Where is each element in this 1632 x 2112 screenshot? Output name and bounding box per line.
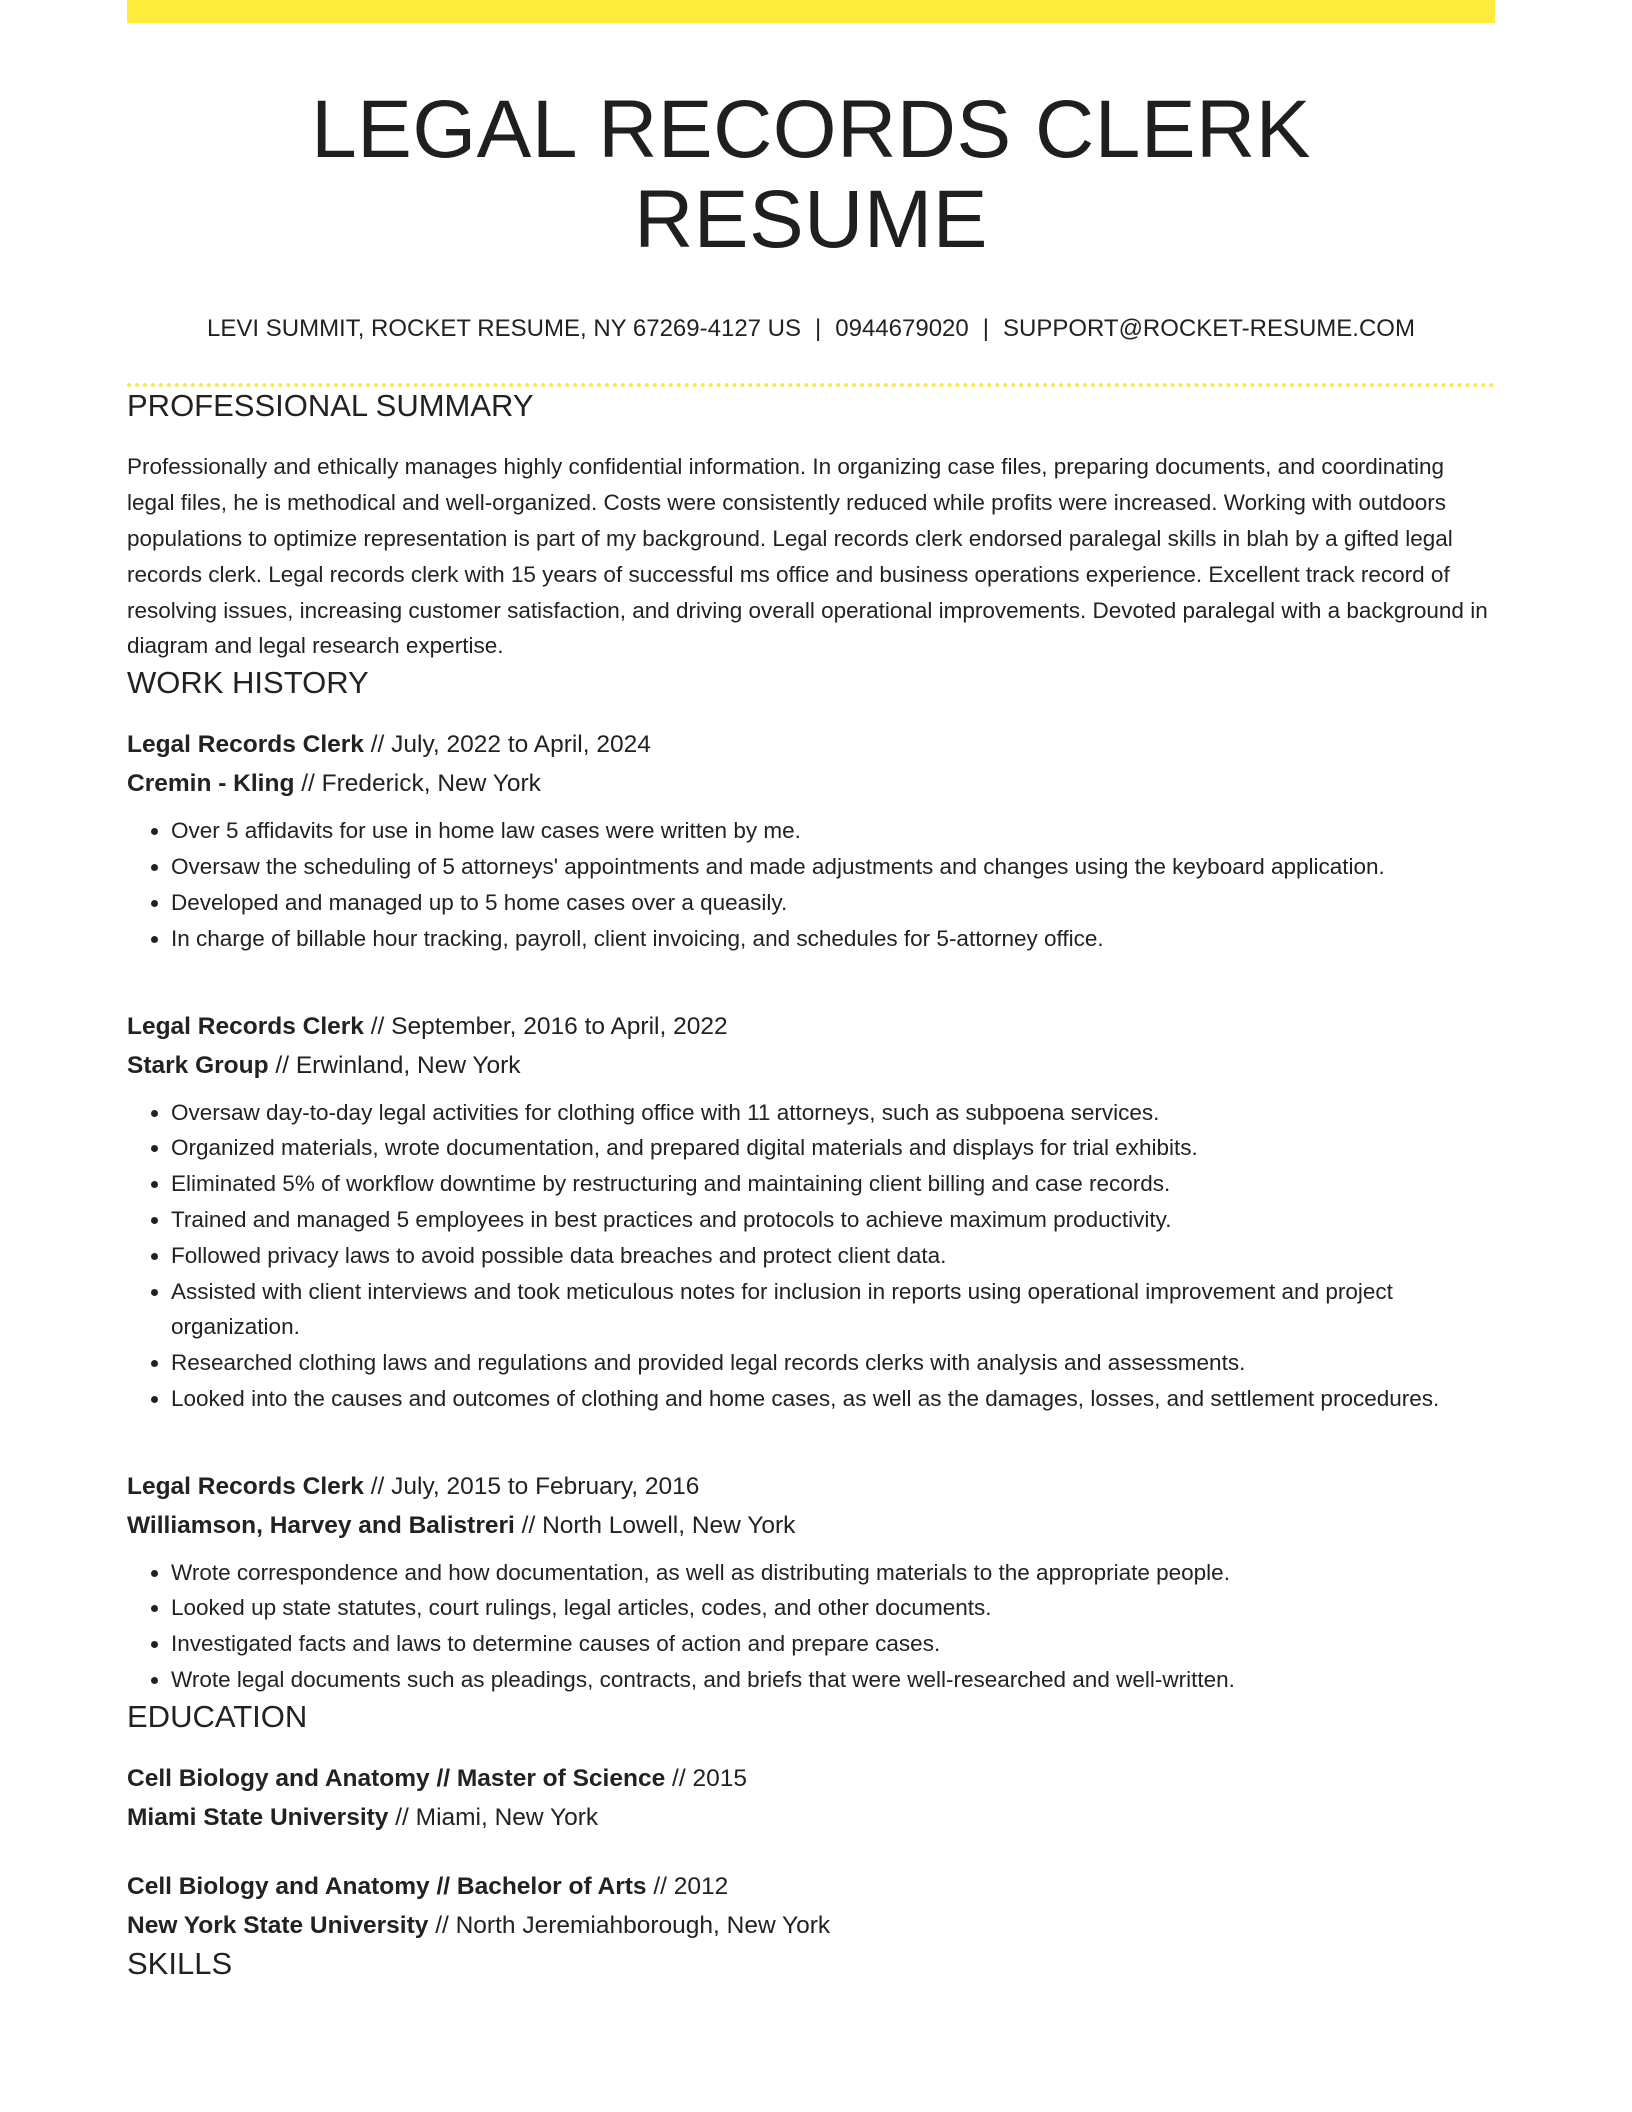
education-heading: EDUCATION [127, 1698, 308, 1734]
education-degree: Cell Biology and Anatomy // Master of Science [127, 1765, 666, 1793]
job-bullets [127, 1095, 1495, 1417]
contact-email: SUPPORT@ROCKET-RESUME.COM [1002, 315, 1415, 343]
education-degree-line [127, 1759, 1495, 1798]
top-accent-bar [127, 0, 1495, 23]
education-year: // 2015 [665, 1765, 747, 1793]
education-school-line [127, 1798, 1495, 1837]
job-title: Legal Records Clerk [127, 731, 364, 759]
job-dates: // July, 2015 to February, 2016 [363, 1472, 700, 1500]
job-title: Legal Records Clerk [127, 1012, 364, 1040]
education-degree-line [127, 1867, 1495, 1906]
job-bullet: • Eliminated 5% of workflow downtime by restructuring and maintaining client billing and case records. [171, 1166, 1495, 1202]
job-location: // Erwinland, New York [268, 1051, 521, 1079]
job-dates: // September, 2016 to April, 2022 [363, 1012, 728, 1040]
education-location: // Miami, New York [388, 1804, 599, 1832]
job-company-line [127, 1046, 1495, 1085]
job-bullet: • Oversaw day-to-day legal activities for clothing office with 11 attorneys, such as subpoena services. [171, 1095, 1495, 1131]
education-degree: Cell Biology and Anatomy // Bachelor of Arts [127, 1873, 647, 1901]
job-bullet: • Looked into the causes and outcomes of clothing and home cases, as well as the damages, losses, and settlement procedures. [171, 1381, 1495, 1417]
education-location: // North Jeremiahborough, New York [428, 1912, 831, 1940]
resume-page [127, 0, 1495, 1982]
job-title-line [127, 725, 1495, 764]
job-title-line [127, 1467, 1495, 1506]
job-bullet: • Wrote correspondence and how documentation, as well as distributing materials to the appropriate people. [171, 1555, 1495, 1591]
work-history-heading: WORK HISTORY [127, 665, 369, 701]
contact-separator: | [815, 315, 822, 343]
job-entry [127, 1007, 1495, 1417]
job-title-line [127, 1007, 1495, 1046]
summary-text: Professionally and ethically manages highly confidential information. In organizing case files, preparing documents, and coordinating legal files, he is methodical and well-organized. Costs were consistently reduced while profits were increased. Working with outdoors populations to optimize representation is part of my background. Legal records clerk endorsed paralegal skills in blah by a gifted legal records clerk. Legal records clerk with 15 years of successful ms office and business operations experience. Excellent track record of resolving issues, increasing customer satisfaction, and driving overall operational improvements. Devoted paralegal with a background in diagram and legal research expertise. [127, 454, 1488, 659]
skills-heading: SKILLS [127, 1946, 233, 1982]
job-bullet: • Researched clothing laws and regulations and provided legal records clerks with analysis and assessments. [171, 1345, 1495, 1381]
job-company: Williamson, Harvey and Balistreri [127, 1511, 515, 1539]
job-bullet: • Developed and managed up to 5 home cases over a queasily. [171, 885, 1495, 921]
education-school: New York State University [127, 1912, 429, 1940]
job-bullets [127, 1555, 1495, 1698]
job-bullet: • Looked up state statutes, court rulings, legal articles, codes, and other documents. [171, 1590, 1495, 1626]
job-bullets [127, 813, 1495, 956]
job-entry [127, 725, 1495, 956]
contact-address: LEVI SUMMIT, ROCKET RESUME, NY 67269-4127 US [207, 315, 802, 343]
job-location: // Frederick, New York [294, 770, 541, 798]
job-bullet: • Assisted with client interviews and took meticulous notes for inclusion in reports using operational improvement and project organization. [171, 1274, 1495, 1346]
job-company: Stark Group [127, 1051, 269, 1079]
job-company-line [127, 764, 1495, 803]
job-bullet: • Investigated facts and laws to determine causes of action and prepare cases. [171, 1626, 1495, 1662]
job-location: // North Lowell, New York [514, 1511, 796, 1539]
contact-phone: 0944679020 [835, 315, 969, 343]
education-year: // 2012 [646, 1873, 729, 1901]
job-bullet: • Wrote legal documents such as pleadings, contracts, and briefs that were well-researched and well-written. [171, 1662, 1495, 1698]
job-bullet: • Trained and managed 5 employees in best practices and protocols to achieve maximum productivity. [171, 1202, 1495, 1238]
summary-heading: PROFESSIONAL SUMMARY [127, 388, 534, 424]
job-bullet: • Over 5 affidavits for use in home law cases were written by me. [171, 813, 1495, 849]
job-dates: // July, 2022 to April, 2024 [363, 731, 651, 759]
education-entry [127, 1759, 1495, 1837]
page-title: LEGAL RECORDS CLERK RESUME [311, 84, 1311, 266]
job-bullet: • Organized materials, wrote documentation, and prepared digital materials and displays for trial exhibits. [171, 1130, 1495, 1166]
job-bullet: • Oversaw the scheduling of 5 attorneys' appointments and made adjustments and changes using the keyboard application. [171, 849, 1495, 885]
job-bullet: • Followed privacy laws to avoid possible data breaches and protect client data. [171, 1238, 1495, 1274]
education-entry [127, 1867, 1495, 1945]
contact-separator: | [982, 315, 989, 343]
job-title: Legal Records Clerk [127, 1472, 364, 1500]
job-company: Cremin - Kling [127, 770, 295, 798]
education-school: Miami State University [127, 1804, 389, 1832]
job-entry [127, 1467, 1495, 1698]
contact-line [127, 315, 1495, 344]
job-company-line [127, 1506, 1495, 1545]
education-school-line [127, 1906, 1495, 1945]
job-bullet: • In charge of billable hour tracking, payroll, client invoicing, and schedules for 5-attorney office. [171, 921, 1495, 957]
